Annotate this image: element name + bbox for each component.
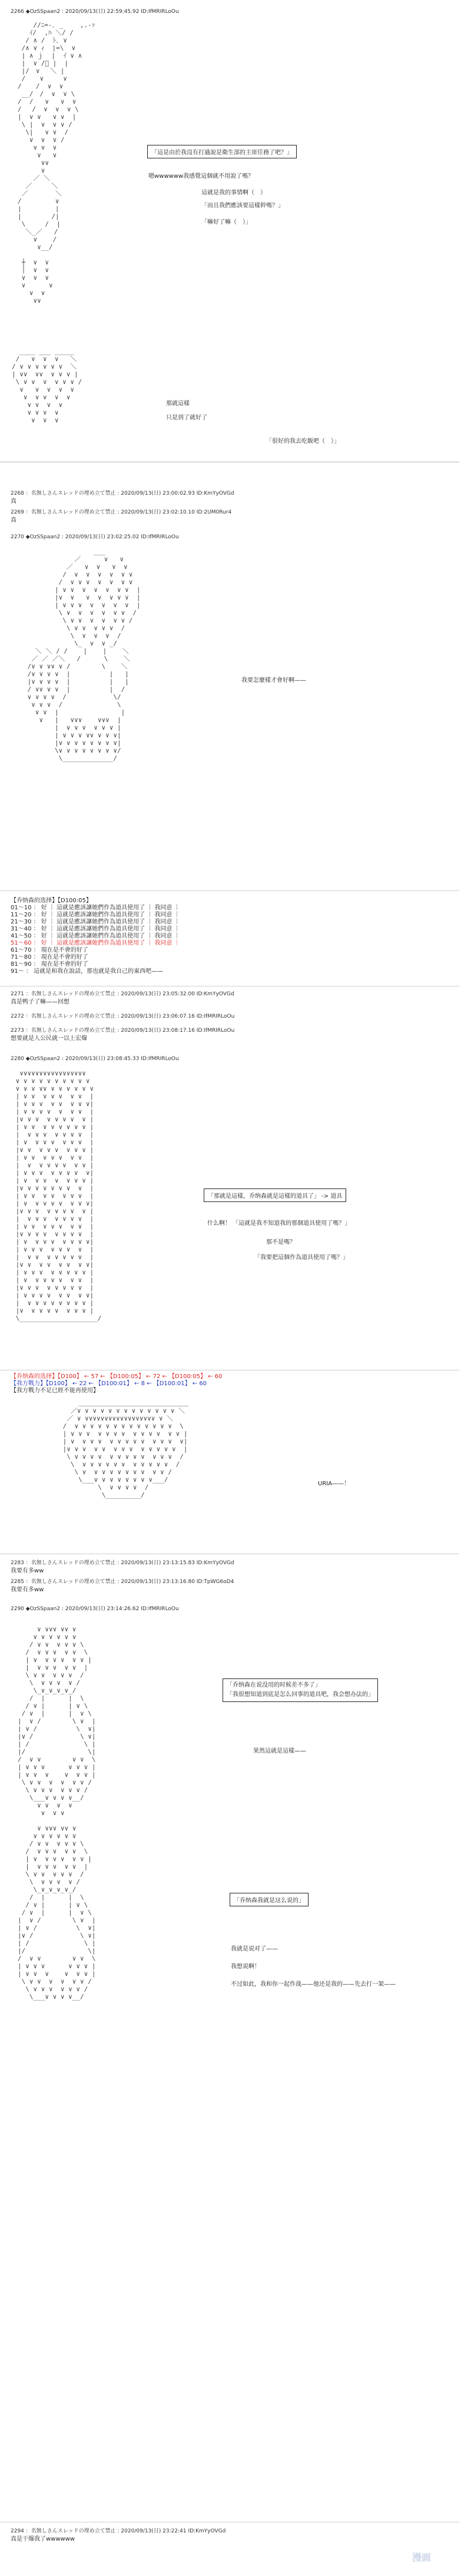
roll-row: 01～10 ： 好 ｜ 這就是應該讓她們作為道具使用了 ｜ 我同意 ｜ [11, 905, 180, 911]
speech-line: URIA——！ [318, 1481, 350, 1487]
speech-line: 我要怎麼樣才會好啊—— [241, 677, 306, 684]
speech-line: 「乔纳森在说没用的时候差不多了」 [227, 1682, 321, 1688]
post-header: 2268 ：名無しさんスレッドの埋め立て禁止 : 2020/09/13(日) 23:00:02.93 ID:KmYyOVGd [11, 491, 234, 496]
roll-list [11, 898, 180, 975]
speech-line: 這就是我的事情啊（ ） [201, 190, 266, 196]
ascii-art-character: ∨∨∨∨∨∨∨∨∨∨∨∨∨∨∨∨∨ ∨ ∨ ∨ ∨ ∨ ∨ ∨ ∨ ∨ ∨ ∨ ∨ ∨ ∨∨ ∨ ∨ ∨ ∨ ∨ ∨ | ∨ ∨ ∨ ∨ ∨ ∨ ∨ | | ∨ ∨ ∨ ∨ ∨ ∨ ∨ ∨| | ∨ ∨ ∨ ∨ ∨ ∨ ∨ | |∨ ∨ ∨ ∨ ∨ ∨ ∨ ∨ | | ∨ ∨ ∨ ∨ ∨ ∨ ∨ ∨ | | ∨ ∨ ∨ ∨ ∨ ∨ ∨ | | ∨ ∨ ∨ ∨ ∨ ∨ ∨ | |∨ ∨ ∨ ∨ ∨ ∨ ∨ ∨ | | ∨ ∨ ∨ ∨ ∨ ∨ ∨ | | ∨ ∨ ∨ ∨ ∨ ∨ ∨ | | ∨ ∨ ∨ ∨ ∨ ∨ ∨ ∨| | ∨ ∨ ∨ ∨ ∨ ∨ ∨ | |∨ ∨ ∨ ∨ ∨ ∨ ∨ ∨ | | ∨ ∨ ∨ ∨ ∨ ∨ ∨ | | ∨ ∨ ∨ ∨ ∨ ∨ ∨ ∨| |∨ ∨ ∨ ∨ ∨ ∨ ∨ ∨ | | ∨ ∨ ∨ ∨ ∨ ∨ ∨ | | ∨ ∨ ∨ ∨ ∨ ∨ ∨ | |∨ ∨ ∨ ∨ ∨ ∨ ∨ ∨ | | ∨ ∨ ∨ ∨ ∨ ∨ ∨ ∨| | ∨ ∨ ∨ ∨ ∨ ∨ ∨ | | ∨ ∨ ∨ ∨ ∨ ∨ ∨ | |∨ ∨ ∨ ∨ ∨ ∨ ∨ ∨| | ∨ ∨ ∨ ∨ ∨ ∨ ∨ ∨ | | ∨ ∨ ∨ ∨ ∨ ∨ ∨ | |∨ ∨ ∨ ∨ ∨ ∨ ∨ ∨ | | ∨ ∨ ∨ ∨ ∨ ∨ ∨ ∨| | ∨ ∨ ∨ ∨ ∨ ∨ ∨ ∨ | |∨ ∨ ∨ ∨ ∨ ∨ ∨ ∨ | \____________________/ [15, 1070, 102, 1322]
ascii-art-character: ____ ___ _____ / ∨ ∨ ∨ ＼ / ∨ ∨ ∨ ∨ ∨ ∨ ＼ | ∨∨ ∨∨ ∨ ∨ ∨ | \ ∨ ∨ ∨ ∨ ∨ ∨ / ∨ ∨ ∨ ∨ ∨ ∨ ∨ ∨ ∨ ∨ ∨ ∨ ∨ ∨ ∨ ∨ ∨ ∨ ∨ ∨ ∨ [12, 347, 82, 424]
speech-box: 「這是由於我沒有打過說是衛生部的主席任務了吧？」 [147, 145, 297, 158]
stats-line: 【我方戰力】【D100】 ← 22 ← 【D100:01】 ← 8 ← 【D100:01】 ← 60 [11, 1380, 207, 1387]
post-header: 2271 ：名無しさんスレッドの埋め立て禁止 : 2020/09/13(日) 23:05:32.00 ID:KmYyOVGd [11, 991, 234, 997]
stats-block [11, 1373, 222, 1395]
post-header: 2273 ：名無しさんスレッドの埋め立て禁止 : 2020/09/13(日) 23:08:17.16 ID:IfMRIRLoOu [11, 1028, 235, 1034]
speech-line: 「很好的我去吃飯吧（ ）」 [266, 438, 340, 445]
post-header: 2294 ：名無しさんスレッドの埋め立て禁止 : 2020/09/13(日) 23:22:41 ID:KmYyOVGd [11, 2528, 226, 2534]
post-body: 真 [11, 498, 16, 505]
speech-line: 只是到了就好了 [166, 415, 207, 421]
roll-row: 41～50 ： 好 ｜ 這就是應該讓她們作為道具使用了 ｜ 我同意 ｜ [11, 933, 180, 939]
post-body: 我要有多ww [11, 1568, 44, 1574]
divider [0, 890, 459, 891]
post-header: 2285 ：名無しさんスレッドの埋め立て禁止 : 2020/09/13(日) 23:13:16.80 ID:TpWG6oD4 [11, 1579, 234, 1585]
speech-box [223, 1678, 378, 1702]
post-header: 2283 ：名無しさんスレッドの埋め立て禁止 : 2020/09/13(日) 23:13:15.83 ID:KmYyOVGd [11, 1560, 234, 1566]
speech-line: 我想说啊！ [231, 1964, 260, 1970]
speech-line: 嗯wwwwww我感覺這個就不用說了嗎？ [148, 173, 254, 180]
post-header: 2270 ◆OzSSpaan2 : 2020/09/13(日) 23:02:25.02 ID:IfMRIRLoOu [11, 534, 179, 540]
speech-line: 「嘛好了嘛（ ）」 [201, 219, 251, 226]
speech-line: 果然這就是這樣—— [253, 1748, 306, 1754]
post-header: 2290 ◆OzSSpaan2 : 2020/09/13(日) 23:14:26.62 ID:IfMRIRLoOu [11, 1606, 179, 1612]
speech-line: 我就是说对了—— [231, 1946, 278, 1952]
roll-title: 【乔纳森的选择】【D100:05】 [11, 898, 92, 904]
post-body: 我要有多ww [11, 1587, 44, 1593]
roll-row: 81～90 ： 現在是不會的好了 [11, 961, 88, 968]
ascii-art-character: ___ ／ ∨ ∨ ／ ∨ ∨ ∨ ∨ / ∨ ∨ ∨ ∨ ∨ ∨ / ∨ ∨ ∨ ∨ ∨ ∨ ∨ | ∨ ∨ ∨ ∨ ∨ ∨ ∨ | |∨ ∨ ∨ ∨ ∨ ∨ ∨ | | ∨ ∨ ∨ ∨ ∨ ∨ ∨ | \ ∨ ∨ ∨ ∨ ∨ ∨ / \ ∨ ∨ ∨ ∨ ∨ ∨ / \ ∨ ∨ ∨ ∨ ∨ / \ ∨ ∨ ∨ / \_ ∨ ∨ _/ ＼ ＼ / / | | ＼ ／ ／ ／＼ / \ ＼ /∨ ∨ ∨∨ ∨ / \ ＼ /∨ ∨ ∨ ∨ | | | |∨ ∨ ∨ ∨ | | | / ∨∨ ∨ ∨ | | / ∨ ∨ ∨ ∨ / \/ ∨ ∨ ∨ / \ ∨ ∨ | | ∨ | ∨∨∨ ∨∨∨ | | ∨ ∨ ∨ ∨ ∨ ∨ | | ∨ ∨ ∨ ∨∨ ∨ ∨ ∨| |∨ ∨ ∨ ∨ ∨ ∨ ∨ ∨| \∨ ∨ ∨ ∨ ∨ ∨ ∨ ∨/ \_____________/ [27, 548, 141, 762]
speech-line: 那不是嗎？ [266, 1239, 296, 1246]
roll-row: 31～40 ： 好 ｜ 這就是應該讓她們作為道具使用了 ｜ 我同意 ｜ [11, 926, 180, 932]
roll-row-highlight: 51～60 ： 好 ｜ 這就是應該讓她們作為道具使用了 ｜ 我同意 ｜ [11, 940, 180, 946]
post-body: 真是鸭子了嘛——回想 [11, 999, 69, 1005]
roll-row: 91～ ： 這就是和我在說話，那也就是我自己的東西吧—— [11, 968, 164, 975]
speech-line: 那就這樣 [166, 400, 190, 407]
post-body: 想要就是人公民就一以上宏爆 [11, 1035, 87, 1042]
speech-box: 「乔纳森我就是这么说的」 [230, 1893, 309, 1906]
speech-line: 什么啊！ 「這就是我不知道我的那個道具使用了嗎？」 [207, 1220, 351, 1227]
watermark-logo: 漫画 [412, 2552, 432, 2563]
roll-row: 11～20 ： 好 ｜ 這就是應該讓她們作為道具使用了 ｜ 我同意 ｜ [11, 912, 180, 918]
post-header: 2269 ：名無しさんスレッドの埋め立て禁止 : 2020/09/13(日) 23:02:10.10 ID:2UM0Rur4 [11, 509, 232, 515]
roll-row: 61～70 ： 現在是不會的好了 [11, 947, 88, 953]
speech-line: 「我很想知道到底是怎么回事的道具吧，我会想办法的」 [227, 1691, 374, 1698]
stats-line: 【我方戰力不足已經不能再使用】 [11, 1388, 99, 1394]
post-body: 真是干爆我了wwwwww [11, 2536, 75, 2542]
speech-line: 不过如此，我和你一起作战——他还是我的——先去打一架—— [231, 1981, 396, 1988]
roll-row: 71～80 ： 現在是不會的好了 [11, 954, 88, 961]
post-header: 2280 ◆OzSSpaan2 : 2020/09/13(日) 23:08:45.33 ID:IfMRIRLoOu [11, 1056, 179, 1062]
post-header: 2266 ◆OzSSpaan2 : 2020/09/13(日) 22:59:45.92 ID:IfMRIRLoOu [11, 9, 179, 15]
ascii-art-character: ∨ ∨∨∨ ∨∨ ∨ ∨ ∨ ∨ ∨ ∨ ∨ / ∨ ∨ ∨ ∨ ∨ \ / ∨ ∨ ∨ ∨ ∨ \ | ∨ ∨ ∨ ∨ ∨ ∨ | | ∨ ∨ ∨ ∨ ∨ | \ ∨ ∨ ∨ ∨ ∨ / \ ∨ ∨ ∨ ∨ / \_∨_∨_∨_∨_/ / | | \ / ∨ | | ∨ \ / ∨ | | ∨ \ | ∨ / \ ∨ | | ∨ / \ ∨| |∨ / \ ∨| | / \ | |/ \| / ∨ ∨ ∨ ∨ \ | ∨ ∨ ∨ ∨ ∨ ∨ | | ∨ ∨ ∨ ∨ ∨ ∨ | \ ∨ ∨ ∨ ∨ ∨ ∨ / \ ∨ ∨ ∨ ∨ ∨ ∨ / \___∨ ∨ ∨ ∨__/ ∨ ∨ ∨ ∨ ∨ ∨ ∨ ∨ ∨∨∨ ∨∨ ∨ ∨ ∨ ∨ ∨ ∨ ∨ / ∨ ∨ ∨ ∨ ∨ \ / ∨ ∨ ∨ ∨ ∨ \ | ∨ ∨ ∨ ∨ ∨ ∨ | | ∨ ∨ ∨ ∨ ∨ | \ ∨ ∨ ∨ ∨ ∨ / \ ∨ ∨ ∨ ∨ / \_∨_∨_∨_∨_/ / | | \ / ∨ | | ∨ \ / ∨ | | ∨ \ | ∨ / \ ∨ | | ∨ / \ ∨| |∨ / \ ∨| | / \ | |/ \| / ∨ ∨ ∨ ∨ \ | ∨ ∨ ∨ ∨ ∨ ∨ | | ∨ ∨ ∨ ∨ ∨ ∨ | \ ∨ ∨ ∨ ∨ ∨ ∨ / \ ∨ ∨ ∨ ∨ ∨ ∨ / \___∨ ∨ ∨ ∨__/ [18, 1625, 96, 2001]
speech-line: 「而且我們應該要這樣幹嗎？」 [201, 203, 284, 209]
post-body: 真 [11, 517, 16, 524]
speech-line: 「我要把這個作為道具使用了嗎？」 [254, 1254, 349, 1261]
ascii-art-character: ＿＿＿＿＿＿＿＿＿＿＿＿＿＿＿＿＿ ／∨ ∨ ∨ ∨ ∨ ∨ ∨ ∨ ∨ ∨ ∨ ∨ ∨ ＼ ／ ∨ ∨∨∨∨∨∨∨∨∨∨∨∨∨∨∨∨∨∨ ∨ ＼ / ∨ ∨ ∨ ∨ ∨ ∨ ∨ ∨ ∨ ∨ ∨ ∨ ∨ \ | ∨ ∨ ∨ ∨ ∨ ∨ ∨ ∨ ∨ ∨ ∨ ∨ ∨ | | ∨ ∨ ∨ ∨ ∨ ∨ ∨ ∨ ∨ ∨ ∨ ∨ ∨| |∨ ∨ ∨ ∨ ∨ ∨ ∨ ∨ ∨ ∨ ∨ ∨ ∨ | \ ∨ ∨ ∨ ∨ ∨ ∨ ∨ ∨ ∨ ∨ ∨ ∨ / \ ∨ ∨ ∨ ∨ ∨ ∨ ∨ ∨ ∨ ∨ ∨ / \ ∨ ∨ ∨ ∨ ∨ ∨ ∨ ∨ ∨ ∨ / \___∨ ∨ ∨ ∨ ∨ ∨ ∨ ∨___/ \ ∨ ∨ ∨ ∨ / \_________/ [62, 1399, 189, 1499]
stats-line: 【乔纳森的选择】【D100】 ← 57 ← 【D100:05】 ← 72 ← 【D100:05】 ← 60 [11, 1373, 223, 1380]
speech-box: 「那就是這樣，乔纳森就是這樣的道具了」 -> 道具 [204, 1188, 346, 1202]
post-header: 2272 ：名無しさんスレッドの埋め立て禁止 : 2020/09/13(日) 23:06:07.16 ID:IfMRIRLoOu [11, 1014, 235, 1019]
ascii-art-character: //ﾆ=-､ _ ,.-ｧ ｲ/ ,ﾊ ＼/ / / ∧ / ﾄ､ ∨ /∧ ∨ ｨ |=\ ∨ | ∧ ｊ | ｲ ∨ ∧ | ∨ /ﾟ | | |/ ∨ ＼ | / ∨ ∨ / / ∨ ∨ __/ / ∨ ∨ \ / / ∨ ∨ ∨ / / ∨ ∨ ∨ \ | ∨ ∨ ∨ ∨ | \ | ∨ ∨ ∨ / \| ∨ ∨ / ∨ ∨ ∨ / ∨ ∨ ∨ ∨ ∨ ∨∨ ∨ ／ ＼ ／ ＼ ／ ＼ / ∨ | | | /| \ / | ＼_／ / ∨ / ∨__/ ┼ ∨ ∨ │ ∨ ∨ ∨ ∨ ∨ ∨ ∨ ∨ ∨ ∨∨ [18, 21, 95, 304]
roll-row: 21～30 ： 好 ｜ 這就是應該讓她們作為道具使用了 ｜ 我同意 ｜ [11, 919, 180, 925]
